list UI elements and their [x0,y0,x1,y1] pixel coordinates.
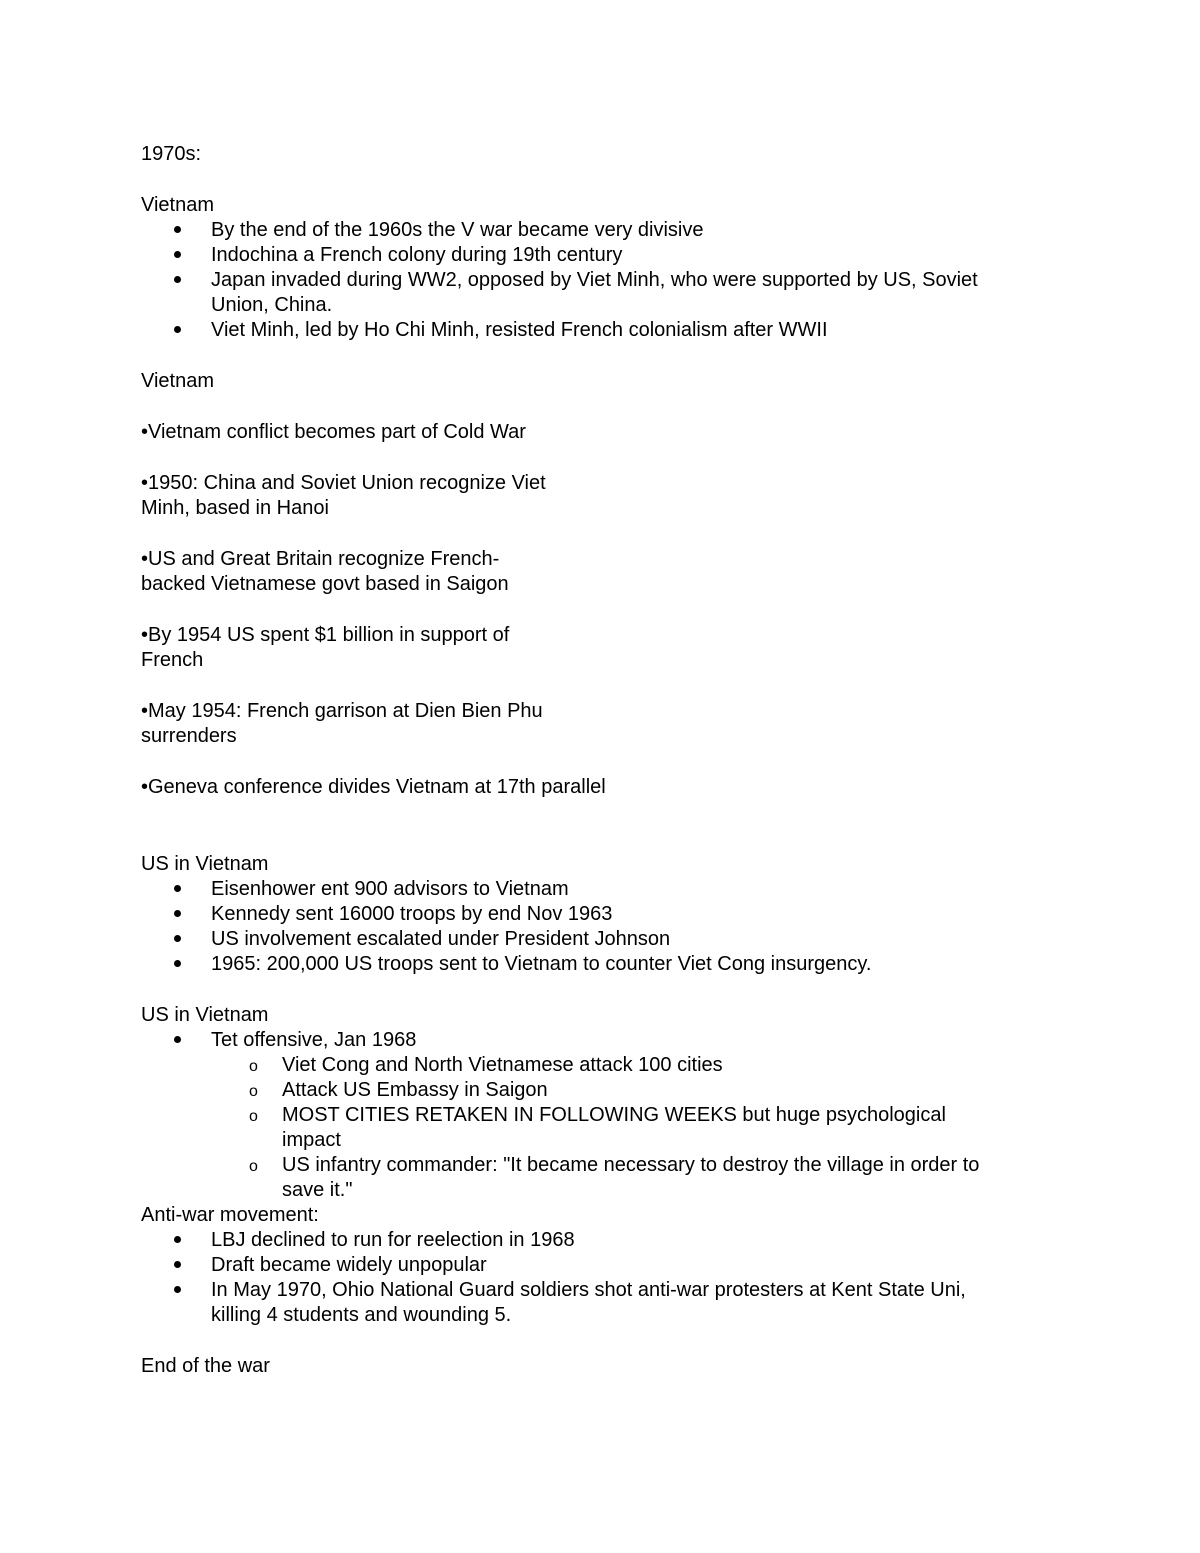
section-title: End of the war [141,1355,270,1377]
list-item: LBJ declined to run for reelection in 1968 [141,1228,1061,1253]
bullet-icon [174,1236,181,1243]
list-item: Indochina a French colony during 19th century [141,243,1061,268]
bullet-icon [174,276,181,283]
bullet-icon [174,326,181,333]
document-page [141,142,1061,1379]
section-title: Anti-war movement: [141,1204,319,1226]
list-item: Tet offensive, Jan 1968 [141,1028,1061,1053]
sub-list-item: o MOST CITIES RETAKEN IN FOLLOWING WEEKS but huge psychological impact [249,1104,946,1151]
list-item: Kennedy sent 16000 troops by end Nov 1963 [141,902,1061,927]
list-item: Japan invaded during WW2, opposed by Viet Minh, who were supported by US, Soviet Union, China. [141,268,1061,318]
circle-bullet-icon: o [249,1058,258,1075]
section-title: Vietnam [141,370,215,392]
circle-bullet-icon: o [249,1108,258,1125]
bullet-list [141,877,1061,977]
bullet-icon [174,910,181,917]
paragraph: •Geneva conference divides Vietnam at 17th parallel [141,776,606,798]
paragraph: •May 1954: French garrison at Dien Bien Phu surrenders [141,700,543,747]
paragraph: •1950: China and Soviet Union recognize Viet Minh, based in Hanoi [141,472,546,519]
bullet-icon [174,1036,181,1043]
bullet-icon [174,1261,181,1268]
list-item: Eisenhower ent 900 advisors to Vietnam [141,877,1061,902]
list-item: US involvement escalated under President Johnson [141,927,1061,952]
list-item: 1965: 200,000 US troops sent to Vietnam to counter Viet Cong insurgency. [141,952,1061,977]
list-item: Viet Minh, led by Ho Chi Minh, resisted French colonialism after WWII [141,318,1061,343]
sub-list-item: o Attack US Embassy in Saigon [141,1078,1061,1103]
list-item: Draft became widely unpopular [141,1253,1061,1278]
bullet-icon [174,960,181,967]
paragraph: •US and Great Britain recognize French- backed Vietnamese govt based in Saigon [141,548,509,595]
bullet-list [141,1228,1061,1328]
bullet-icon [174,935,181,942]
paragraph: •By 1954 US spent $1 billion in support of French [141,624,510,671]
bullet-icon [174,226,181,233]
bullet-list [141,218,1061,343]
bullet-list [141,1028,1061,1053]
bullet-icon [174,251,181,258]
bullet-icon [174,885,181,892]
bullet-icon [174,1286,181,1293]
list-item: In May 1970, Ohio National Guard soldiers shot anti-war protesters at Kent State Uni, killing 4 students and wounding 5. [141,1278,1061,1328]
paragraph: •Vietnam conflict becomes part of Cold War [141,421,526,443]
list-item: By the end of the 1960s the V war became very divisive [141,218,1061,243]
section-title: US in Vietnam [141,1004,269,1026]
section-title: Vietnam [141,194,215,216]
circle-bullet-icon: o [249,1083,258,1100]
sub-bullet-list [141,1053,1061,1203]
section-title: US in Vietnam [141,853,269,875]
sub-list-item: o Viet Cong and North Vietnamese attack 100 cities [141,1053,1061,1078]
circle-bullet-icon: o [249,1158,258,1175]
doc-heading: 1970s: [141,143,202,165]
sub-list-item: o US infantry commander: "It became necessary to destroy the village in order to save it." [249,1154,980,1201]
